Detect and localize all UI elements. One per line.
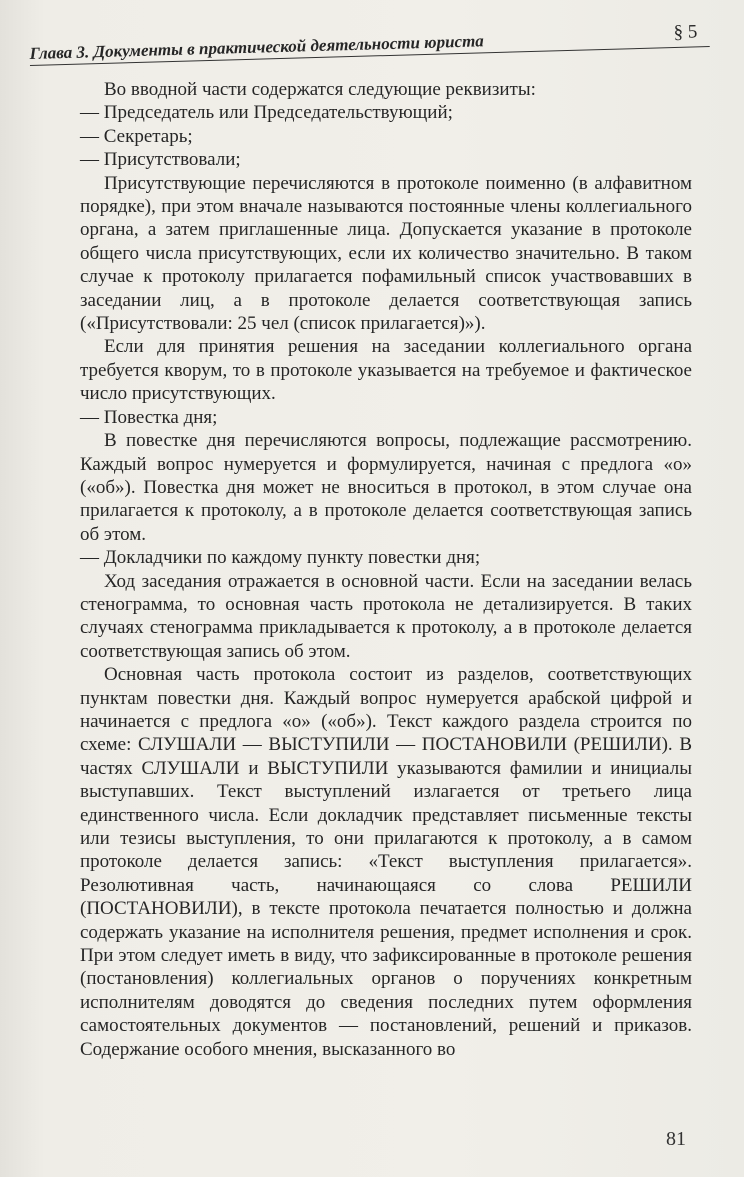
page-number: 81 (666, 1128, 686, 1150)
list-item: — Повестка дня; (80, 406, 218, 428)
paragraph: Присутствующие перечисляются в протоколе поименно (в алфавитном порядке), при этом вначале называются постоянные члены коллегиального органа, а затем приглашенные лица. Допускается указание в протоколе общего числа присутствующих, если их количество значительно. В таком случае к протоколу прилагается пофамильный список участвовавших в заседании лиц, а в протоколе делается соответствующая запись («Присутствовали: 25 чел (список прилагается)»). (80, 172, 692, 335)
chapter-title: Глава 3. Документы в практической деятельности юриста (29, 31, 485, 64)
paragraph: Если для принятия решения на заседании коллегиального органа требуется кворум, то в протоколе указывается на требуемое и фактическое число присутствующих. (80, 336, 692, 405)
paragraph: Во вводной части содержатся следующие реквизиты: (104, 79, 536, 100)
body-text (80, 78, 692, 1061)
list-item: — Секретарь; (80, 125, 193, 147)
list-item: — Присутствовали; (80, 149, 241, 171)
paragraph: В повестке дня перечисляются вопросы, подлежащие рассмотрению. Каждый вопрос нумеруется и формулируется, начиная с предлога «о» («об»). Повестка дня может не вноситься в протокол, в этом случае она прилагается к протоколу, а в протоколе делается соответствующая запись об этом. (80, 430, 692, 545)
paragraph: Основная часть протокола состоит из разделов, соответствующих пунктам повестки дня. Каждый вопрос нумеруется арабской цифрой и начинается с предлога «о» («об»). Текст каждого раздела строится по схеме: СЛУШАЛИ — ВЫСТУПИЛИ — ПОСТАНОВИЛИ (РЕШИЛИ). В частях СЛУШАЛИ и ВЫСТУПИЛИ указываются фамилии и инициалы выступавших. Текст выступлений излагается от третьего лица единственного числа. Если докладчик представляет письменные тексты или тезисы выступления, то они прилагаются к протоколу, а в самом протоколе делается запись: «Текст выступления прилагается». Резолютивная часть, начинающаяся со слова РЕШИЛИ (ПОСТАНОВИЛИ), в тексте протокола печатается полностью и должна содержать указание на исполнителя решения, предмет исполнения и срок. При этом следует иметь в виду, что зафиксированные в протоколе решения (постановления) коллегиальных органов о поручениях конкретным исполнителям доводятся до сведения последних путем оформления самостоятельных документов — постановлений, решений и приказов. Содержание особого мнения, высказанного во (80, 664, 692, 1060)
running-header (29, 9, 710, 66)
paragraph: Ход заседания отражается в основной части. Если на заседании велась стенограмма, то основная часть протокола не детализируется. В таких случаях стенограмма прикладывается к протоколу, а в протоколе делается соответствующая запись об этом. (80, 570, 692, 662)
list-item: — Председатель или Председательствующий; (80, 102, 453, 124)
list-item: — Докладчики по каждому пункту повестки дня; (80, 547, 481, 569)
section-number: § 5 (673, 21, 698, 44)
